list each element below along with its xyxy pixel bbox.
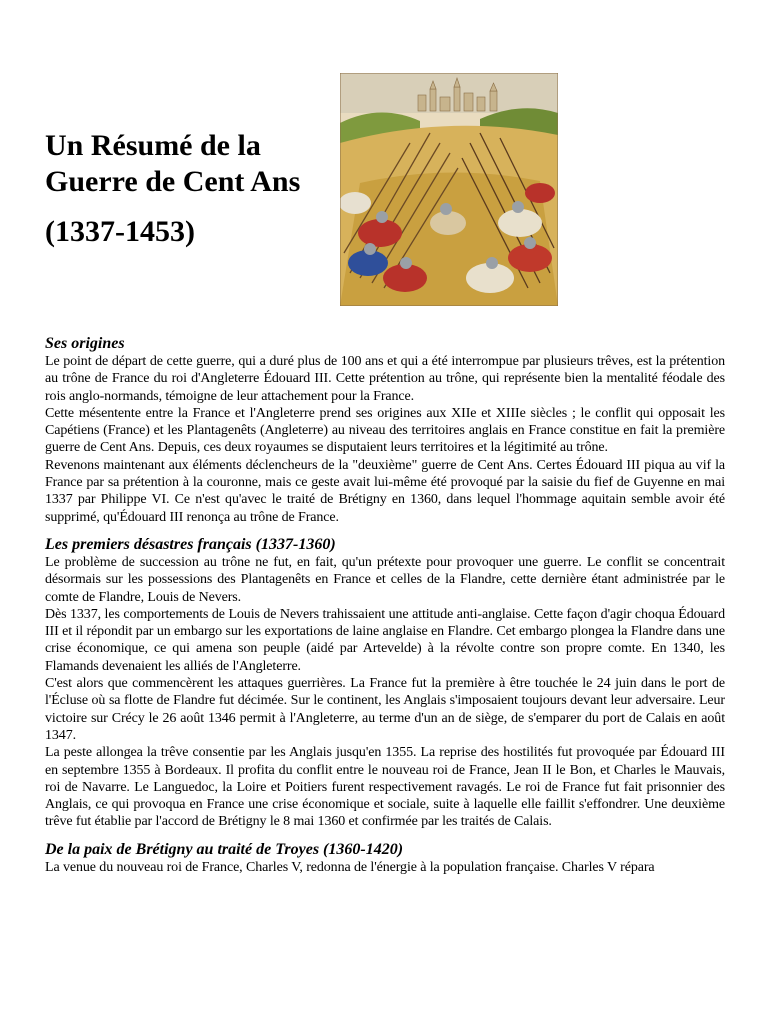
section-premiers-desastres bbox=[45, 536, 725, 831]
battle-miniature-image bbox=[340, 73, 558, 306]
document-title-line-1: Un Résumé de la bbox=[45, 129, 261, 162]
section-origines bbox=[45, 335, 725, 526]
document-title-years: (1337-1453) bbox=[45, 215, 195, 248]
paragraph: Cette mésentente entre la France et l'Angleterre prend ses origines aux XIIe et XIIIe siècles ; le conflit qui opposait les Capétiens (France) et les Plantagenêts (Angleterre) au niveau des territoires anglais en France constitue en fait la première guerre de Cent Ans. Depuis, ces deux royaumes se disputaient leurs territoires et la légitimité au trône. bbox=[45, 405, 725, 456]
document-body bbox=[45, 335, 725, 886]
paragraph: C'est alors que commencèrent les attaques guerrières. La France fut la première à être touchée le 24 juin dans le port de l'Écluse où sa flotte de Flandre fut décimée. Sur le continent, les Anglais s'imposaient toujours devant leur adversaire. Leur victoire sur Crécy le 26 août 1346 permit à l'Angleterre, au terme d'un an de siège, de s'emparer du port de Calais en août 1347. bbox=[45, 676, 725, 743]
section-heading: Ses origines bbox=[45, 335, 125, 352]
title-block bbox=[45, 128, 335, 250]
paragraph: Revenons maintenant aux éléments déclencheurs de la "deuxième" guerre de Cent Ans. Certes Édouard III piqua au vif la France par sa prétention à la couronne, mais ce geste avait lui-même été provoqué par la saisie du fief de Guyenne en mai 1337 par Philippe VI. Ce n'est qu'avec le traité de Brétigny en 1360, dans lequel l'hommage aquitain semble avoir été supprimé, qu'Édouard III renonça au trône de France. bbox=[45, 457, 725, 525]
section-heading: Les premiers désastres français (1337-1360) bbox=[45, 535, 336, 553]
section-heading: De la paix de Brétigny au traité de Troyes (1360-1420) bbox=[45, 840, 404, 858]
section-paix-bretigny bbox=[45, 841, 725, 876]
document-title-line-2: Guerre de Cent Ans bbox=[45, 165, 301, 198]
paragraph: Le point de départ de cette guerre, qui a duré plus de 100 ans et qui a été interrompue par plusieurs trêves, est la prétention au trône de France du roi d'Angleterre Édouard III. Cette prétention au trône, qui représente bien la mentalité féodale des rois anglo-normands, témoigne de leur attachement pour la France. bbox=[45, 354, 725, 404]
paragraph: La peste allongea la trêve consentie par les Anglais jusqu'en 1355. La reprise des hostilités fut provoquée par Édouard III en septembre 1355 à Bordeaux. Il profita du conflit entre le nouveau roi de France, Jean II le Bon, et Charles le Mauvais, roi de Navarre. Le Languedoc, la Loire et Poitiers furent respectivement ravagés. Le roi de France fut fait prisonnier des Anglais, ce qui provoqua en France une crise économique et sociale, suite à laquelle elle faillit s'effondrer. Une deuxième trêve fut établie par l'accord de Brétigny le 8 mai 1360 et confirmée par les traités de Calais. bbox=[45, 745, 725, 830]
paragraph: La venue du nouveau roi de France, Charles V, redonna de l'énergie à la population française. Charles V répara bbox=[45, 859, 655, 875]
paragraph: Le problème de succession au trône ne fut, en fait, qu'un prétexte pour provoquer une guerre. Le conflit se concentrait désormais sur les possessions des Plantagenêts en France et celles de la Flandre, cette dernière étant administrée par le comte de Flandre, Louis de Nevers. bbox=[45, 554, 725, 605]
paragraph: Dès 1337, les comportements de Louis de Nevers trahissaient une attitude anti-anglaise. Cette façon d'agir choqua Édouard III et il répondit par un embargo sur les exportations de laine anglaise en Flandre. Cet embargo plongea la Flandre dans une crise économique, ce qui amena son peuple (aidé par Artevelde) à la révolte contre son propre comte. En 1340, les Flamands devenaient les alliés de l'Angleterre. bbox=[45, 606, 725, 674]
